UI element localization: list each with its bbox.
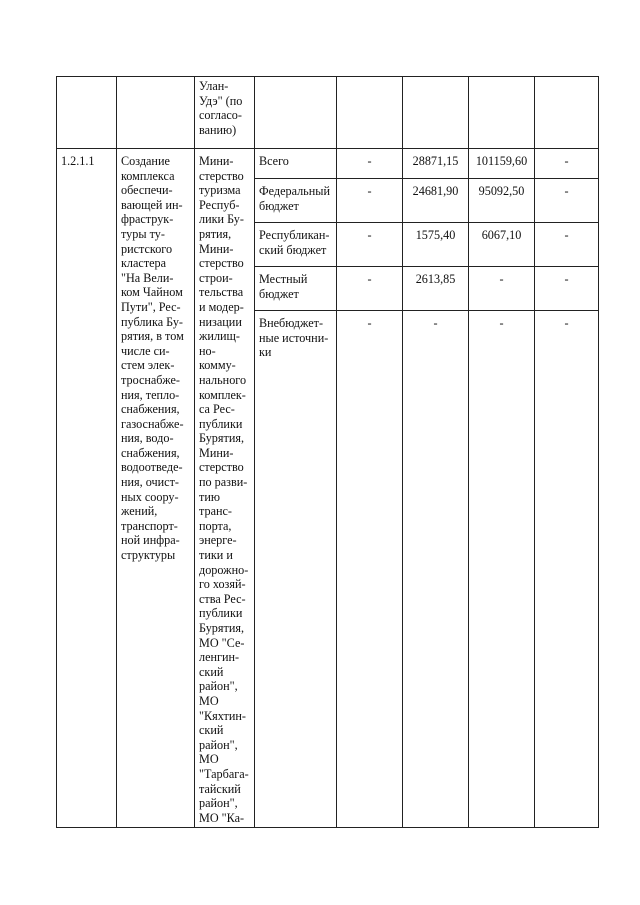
funding-value: - bbox=[337, 267, 403, 311]
funding-value: 101159,60 bbox=[469, 149, 535, 179]
funding-row-total bbox=[57, 149, 599, 179]
funding-value: - bbox=[337, 179, 403, 223]
value-cell-empty bbox=[535, 77, 599, 149]
value-cell-empty bbox=[403, 77, 469, 149]
funding-source: Республикан- ский бюджет bbox=[255, 223, 337, 267]
measure-code: 1.2.1.1 bbox=[57, 149, 117, 828]
executor-tail-cell: Улан- Удэ" (по согласо- ванию) bbox=[195, 77, 255, 149]
funding-value: 1575,40 bbox=[403, 223, 469, 267]
program-measures-table bbox=[56, 76, 599, 828]
value-cell-empty bbox=[469, 77, 535, 149]
funding-value: - bbox=[535, 149, 599, 179]
source-cell-empty bbox=[255, 77, 337, 149]
funding-value: 28871,15 bbox=[403, 149, 469, 179]
measure-name: Создание комплекса обеспечи- вающей ин- фраструк- туры ту- ристского кластера "На Вели- ком Чайном Пути", Рес- публика Бу- рятия, в том числе си- стем элек- троснабже- ния, тепло- снабжения, газоснабже- ния, водо- снабжения, водоотведе- ния, очист- ных соору- жений, транспорт- ной инфра- структуры bbox=[117, 149, 195, 828]
funding-value: 24681,90 bbox=[403, 179, 469, 223]
value-cell-empty bbox=[337, 77, 403, 149]
funding-value: - bbox=[403, 311, 469, 828]
funding-value: 6067,10 bbox=[469, 223, 535, 267]
funding-source: Местный бюджет bbox=[255, 267, 337, 311]
measure-executor: Мини- стерство туризма Респуб- лики Бу- рятия, Мини- стерство строи- тельства и модер- низации жилищ- но- комму- нального комплек- са Рес- публики Бурятия, Мини- стерство по разви- тию транс- порта, энерге- тики и дорожно- го хозяй- ства Рес- публики Бурятия, МО "Се- ленгин- ский район", МО "Кяхтин- ский район", МО "Тарбага- тайский район", МО "Ка- bbox=[195, 149, 255, 828]
funding-source: Федеральный бюджет bbox=[255, 179, 337, 223]
funding-value: - bbox=[469, 267, 535, 311]
funding-source: Внебюджет- ные источни- ки bbox=[255, 311, 337, 828]
funding-value: - bbox=[535, 267, 599, 311]
funding-value: - bbox=[469, 311, 535, 828]
funding-value: - bbox=[535, 223, 599, 267]
funding-value: - bbox=[337, 149, 403, 179]
funding-value: 95092,50 bbox=[469, 179, 535, 223]
code-cell-empty bbox=[57, 77, 117, 149]
funding-source: Всего bbox=[255, 149, 337, 179]
funding-value: 2613,85 bbox=[403, 267, 469, 311]
funding-value: - bbox=[337, 311, 403, 828]
funding-value: - bbox=[337, 223, 403, 267]
funding-value: - bbox=[535, 311, 599, 828]
name-cell-empty bbox=[117, 77, 195, 149]
funding-value: - bbox=[535, 179, 599, 223]
continuation-row bbox=[57, 77, 599, 149]
